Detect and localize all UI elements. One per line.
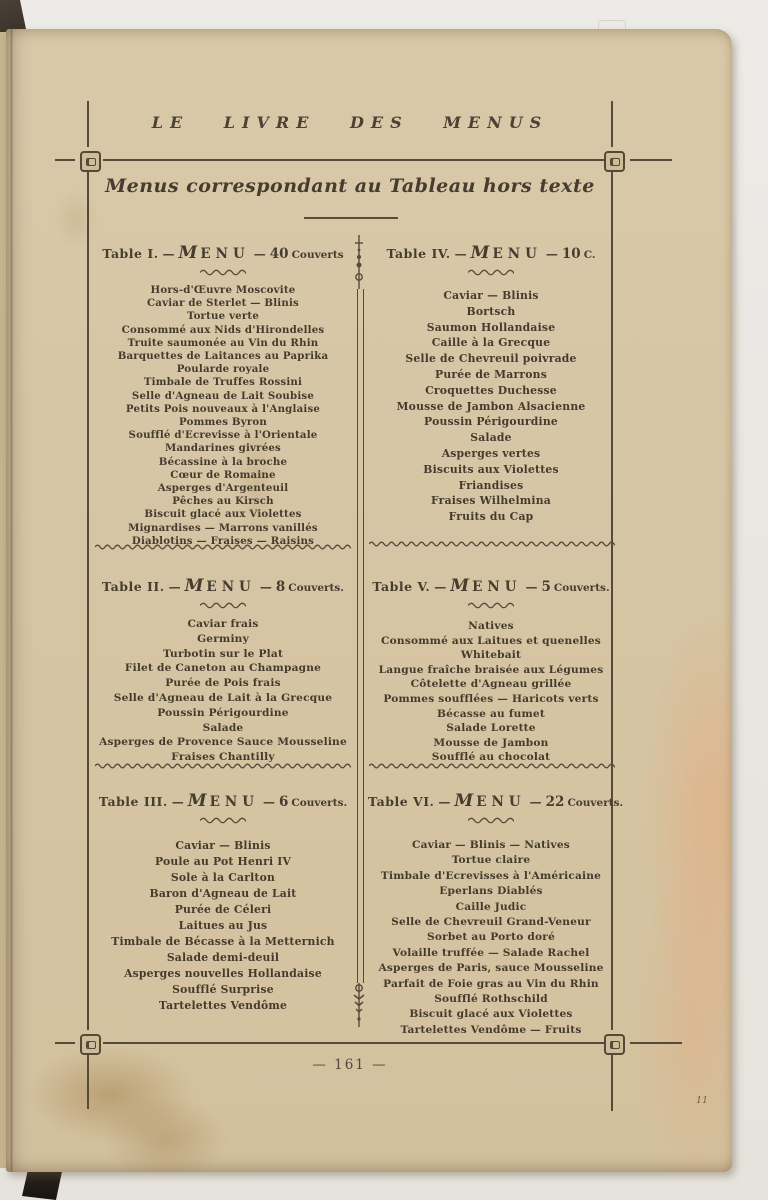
menu-item: Asperges de Paris, sauce Mousseline: [378, 962, 604, 975]
frame-rule: [611, 101, 613, 147]
corner-ornament: [80, 151, 101, 172]
menu-heading: [368, 576, 614, 596]
divider-finial-top: [352, 235, 366, 289]
menu-item: Mousse de Jambon Alsacienne: [396, 399, 586, 413]
covers-word: Couverts.: [567, 797, 624, 809]
menu-word: ENU: [209, 794, 259, 810]
menu-item: Biscuits aux Violettes: [423, 462, 559, 476]
column-divider: [357, 289, 364, 983]
menu-item: Croquettes Duchesse: [425, 383, 557, 397]
menu-item: Mignardises — Marrons vanillés: [128, 521, 318, 534]
menu-item: Bécasse au fumet: [437, 707, 545, 720]
table-label: Table II.: [102, 579, 165, 594]
menu-item: Volaille truffée — Salade Rachel: [392, 946, 590, 959]
covers-word: Couverts: [291, 249, 344, 261]
dash: —: [168, 580, 181, 594]
menu-section-table-5: [368, 576, 614, 765]
frame-rule: [630, 159, 672, 161]
menu-item: Consommé aux Laitues et quenelles: [381, 634, 601, 647]
menu-item: Sorbet au Porto doré: [426, 931, 556, 944]
menu-item: Purée de Marrons: [435, 367, 547, 381]
menu-word-initial: M: [470, 243, 490, 263]
menu-item: Natives: [468, 620, 514, 632]
table-label: Table IV.: [386, 246, 451, 261]
menu-item: Turbotin sur le Plat: [162, 647, 284, 660]
menu-item: Baron d'Agneau de Lait: [149, 887, 297, 900]
corner-ornament: [604, 151, 625, 172]
menu-item: Selle de Chevreuil poivrade: [405, 352, 577, 366]
menu-word-initial: M: [454, 791, 474, 811]
menu-item: Timbale de Bécasse à la Metternich: [111, 935, 335, 948]
menu-item: Poularde royale: [176, 363, 270, 376]
menu-item: Bécassine à la broche: [158, 455, 288, 468]
menu-section-table-6: [368, 791, 624, 1038]
menu-item: Caviar de Sterlet — Blinis: [147, 297, 299, 310]
menu-item: Bortsch: [466, 304, 516, 318]
menu-section-table-4: [368, 243, 614, 525]
menu-section-table-3: [92, 791, 354, 1014]
menu-item: Biscuit glacé aux Violettes: [409, 1008, 573, 1021]
menu-item: Langue fraîche braisée aux Légumes: [378, 663, 604, 676]
menu-items: [368, 838, 614, 1038]
menu-item: Asperges vertes: [441, 446, 541, 460]
menu-items: [92, 838, 354, 1014]
frame-rule: [87, 172, 89, 1030]
menu-item: Caviar frais: [187, 618, 259, 630]
heading-squiggle: [92, 816, 354, 824]
menu-heading: [92, 243, 354, 263]
book-page: [6, 29, 732, 1172]
menu-word: ENU: [206, 579, 256, 595]
menu-word-initial: M: [187, 791, 207, 811]
menu-item: Saumon Hollandaise: [426, 320, 556, 334]
menu-item: Purée de Pois frais: [165, 677, 281, 690]
dash: —: [434, 580, 447, 594]
menu-word: ENU: [472, 579, 522, 595]
menu-item: Diablotins — Fraises — Raisins: [131, 534, 315, 547]
menu-item: Salade: [470, 431, 512, 445]
frame-rule: [630, 1042, 682, 1044]
menu-word-initial: M: [178, 243, 198, 263]
section-divider-squiggle: [369, 541, 615, 547]
covers-count: 10: [561, 246, 581, 262]
dash: —: [454, 247, 467, 261]
dash: —: [438, 795, 451, 809]
menu-item: Selle d'Agneau de Lait à la Grecque: [113, 691, 333, 704]
frame-rule: [103, 159, 605, 161]
menu-item: Caviar — Blinis: [175, 839, 271, 852]
gutter-crease: [10, 29, 13, 1172]
menu-item: Soufflé Rothschild: [434, 993, 548, 1006]
menu-item: Mousse de Jambon: [433, 736, 549, 749]
table-label: Table I.: [102, 246, 159, 261]
menu-items: [92, 617, 354, 765]
menu-item: Cœur de Romaine: [170, 468, 276, 481]
menu-section-table-2: [92, 576, 354, 765]
menu-item: Salade Lorette: [446, 722, 536, 735]
menu-item: Truite saumonée au Vin du Rhin: [127, 336, 319, 349]
menu-item: Salade: [202, 721, 244, 734]
menu-word-initial: M: [184, 576, 204, 596]
frame-rule: [55, 1042, 75, 1044]
menu-item: Poule au Pot Henri IV: [154, 855, 292, 868]
menu-item: Mandarines givrées: [165, 442, 281, 455]
heading-squiggle: [368, 601, 614, 609]
menu-item: Pêches au Kirsch: [172, 495, 274, 508]
menu-item: Fruits du Cap: [448, 510, 534, 524]
covers-word: C.: [583, 249, 596, 261]
menu-heading: [368, 791, 624, 811]
menu-item: Caille Judic: [455, 900, 527, 913]
covers-count: 6: [279, 794, 289, 810]
menu-item: Laitues au Jus: [178, 919, 268, 932]
menu-item: Selle d'Agneau de Lait Soubise: [131, 389, 315, 402]
menu-heading: [92, 791, 354, 811]
dash: —: [162, 247, 175, 261]
menu-item: Asperges nouvelles Hollandaise: [124, 967, 322, 980]
menu-item: Pommes soufflées — Haricots verts: [383, 692, 599, 705]
menu-item: Tortue verte: [186, 310, 260, 323]
table-label: Table VI.: [368, 794, 435, 809]
menu-item: Fraises Chantilly: [171, 751, 275, 764]
covers-count: 22: [545, 794, 565, 810]
menu-item: Soufflé au chocolat: [431, 751, 551, 764]
menu-items: [368, 288, 614, 525]
divider-finial-bottom: [352, 983, 366, 1029]
dash: —: [171, 795, 184, 809]
menu-item: Caviar — Blinis — Natives: [412, 839, 570, 851]
menu-item: Soufflé d'Ecrevisse à l'Orientale: [128, 429, 318, 442]
menu-items: [92, 284, 354, 548]
title-rule: [304, 217, 398, 219]
running-header: LE LIVRE DES MENUS: [151, 113, 549, 132]
menu-item: Côtelette d'Agneau grillée: [410, 678, 572, 691]
menu-item: Consommé aux Nids d'Hirondelles: [121, 323, 325, 336]
table-label: Table III.: [98, 794, 168, 809]
menu-item: Parfait de Foie gras au Vin du Rhin: [383, 977, 599, 990]
menu-item: Salade demi-deuil: [166, 951, 280, 964]
menu-item: Poussin Périgourdine: [157, 706, 289, 719]
frame-rule: [87, 101, 89, 147]
menu-items: [368, 619, 614, 765]
menu-item: Eperlans Diablés: [439, 885, 543, 898]
covers-word: Couverts.: [288, 582, 344, 594]
menu-item: Barquettes de Laitances au Paprika: [117, 350, 329, 363]
page-title: Menus correspondant au Tableau hors texte: [105, 175, 595, 197]
menu-item: Hors-d'Œuvre Moscovite: [150, 284, 296, 296]
covers-word: Couverts.: [553, 582, 610, 594]
heading-squiggle: [368, 268, 614, 276]
menu-item: Fraises Wilhelmina: [431, 494, 551, 508]
dash: —: [529, 795, 542, 809]
menu-item: Poussin Périgourdine: [424, 415, 558, 429]
menu-item: Filet de Caneton au Champagne: [124, 662, 322, 675]
menu-item: Caviar — Blinis: [443, 289, 539, 302]
page-number: — 161 —: [312, 1057, 388, 1073]
menu-word: ENU: [200, 246, 250, 262]
menu-item: Asperges de Provence Sauce Mousseline: [99, 736, 347, 749]
menu-heading: [368, 243, 614, 263]
printer-signature: 11: [696, 1095, 709, 1106]
covers-count: 8: [275, 579, 286, 595]
menu-item: Soufflé Surprise: [172, 983, 274, 996]
heading-squiggle: [92, 268, 354, 276]
menu-item: Selle de Chevreuil Grand-Veneur: [391, 916, 591, 929]
menu-item: Asperges d'Argenteuil: [157, 482, 289, 495]
menu-item: Timbale de Truffes Rossini: [143, 376, 303, 389]
menu-word: ENU: [492, 246, 542, 262]
corner-ornament: [80, 1034, 101, 1055]
frame-rule: [103, 1042, 605, 1044]
menu-item: Whitebait: [460, 649, 522, 662]
menu-item: Sole à la Carlton: [170, 871, 276, 884]
menu-item: Purée de Céleri: [174, 903, 272, 916]
menu-item: Germiny: [197, 632, 249, 645]
menu-item: Tartelettes Vendôme — Fruits: [400, 1023, 582, 1036]
menu-item: Tortue claire: [451, 854, 531, 867]
heading-squiggle: [92, 601, 354, 609]
covers-count: 40: [269, 246, 289, 262]
menu-item: Caille à la Grecque: [431, 336, 551, 350]
menu-item: Petits Pois nouveaux à l'Anglaise: [125, 402, 321, 415]
dash: —: [253, 247, 266, 261]
dash: —: [263, 795, 275, 809]
covers-count: 5: [541, 579, 551, 595]
dash: —: [525, 580, 538, 594]
dash: —: [545, 247, 558, 261]
menu-item: Biscuit glacé aux Violettes: [144, 508, 302, 521]
menu-item: Tartelettes Vendôme: [158, 999, 288, 1012]
menu-heading: [92, 576, 354, 596]
menu-word: ENU: [476, 794, 526, 810]
table-label: Table V.: [372, 579, 431, 594]
menu-word-initial: M: [450, 576, 470, 596]
covers-word: Couverts.: [291, 797, 348, 809]
heading-squiggle: [368, 816, 614, 824]
menu-item: Timbale d'Ecrevisses à l'Américaine: [380, 869, 602, 882]
menu-section-table-1: [92, 243, 354, 548]
dash: —: [259, 580, 272, 594]
menu-item: Pommes Byron: [178, 416, 267, 429]
frame-rule: [55, 159, 75, 161]
menu-item: Friandises: [458, 478, 524, 492]
